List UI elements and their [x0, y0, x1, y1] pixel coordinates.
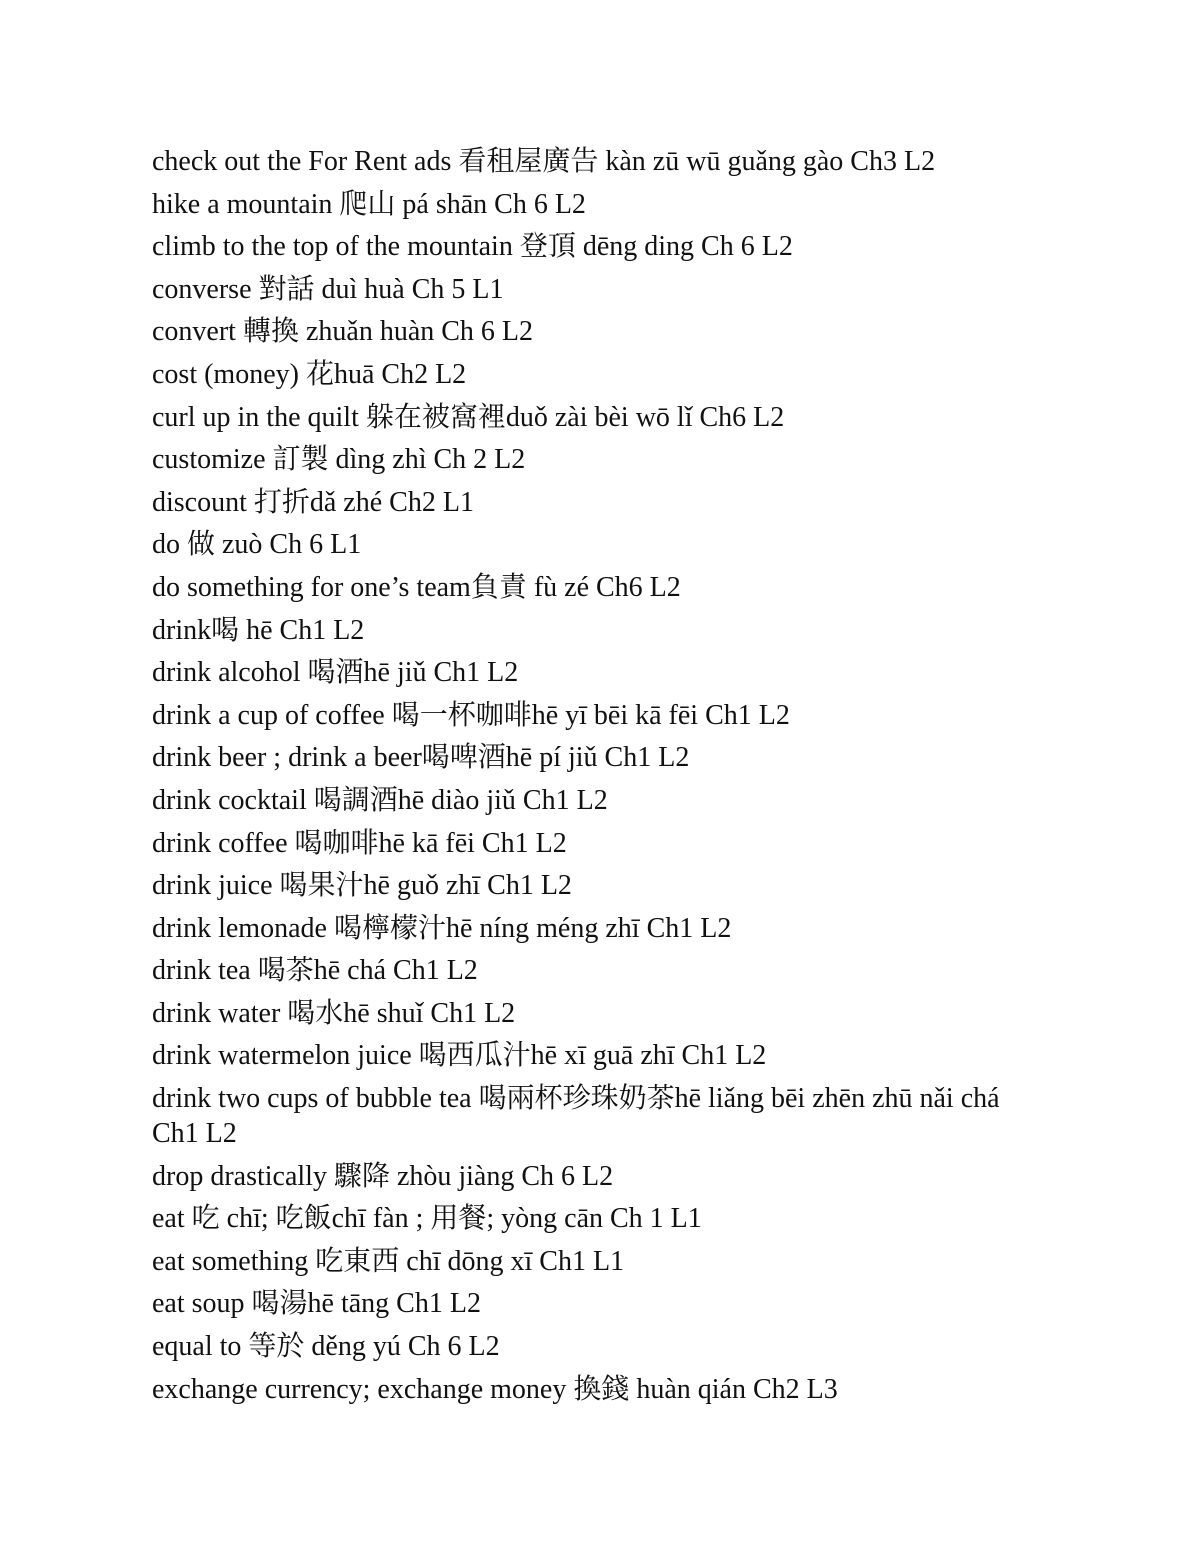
- vocab-entry-drop-drastically: drop drastically 驟降 zhòu jiàng Ch 6 L2: [152, 1160, 614, 1192]
- vocab-entry-curl-up-quilt: curl up in the quilt 躲在被窩裡duǒ zài bèi wō lǐ Ch6 L2: [152, 401, 785, 433]
- vocab-entry-eat: eat 吃 chī; 吃飯chī fàn ; 用餐; yòng cān Ch 1 L1: [152, 1203, 702, 1235]
- vocab-entry-convert: convert 轉換 zhuǎn huàn Ch 6 L2: [152, 316, 534, 348]
- vocab-entry-eat-soup: eat soup 喝湯hē tāng Ch1 L2: [152, 1288, 481, 1320]
- vocab-entry-do: do 做 zuò Ch 6 L1: [152, 529, 362, 561]
- vocab-entry-eat-something: eat something 吃東西 chī dōng xī Ch1 L1: [152, 1245, 625, 1277]
- vocab-entry-drink-cocktail: drink cocktail 喝調酒hē diào jiǔ Ch1 L2: [152, 784, 608, 816]
- vocab-entry-discount: discount 打折dǎ zhé Ch2 L1: [152, 486, 474, 518]
- vocab-entry-drink-beer: drink beer ; drink a beer喝啤酒hē pí jiǔ Ch1 L2: [152, 742, 690, 774]
- vocab-entry-converse: converse 對話 duì huà Ch 5 L1: [152, 273, 504, 305]
- vocab-entry-exchange-currency: exchange currency; exchange money 換錢 huàn qián Ch2 L3: [152, 1373, 838, 1405]
- vocab-entry-cost-money: cost (money) 花huā Ch2 L2: [152, 358, 467, 390]
- vocab-entry-check-out-rent-ads: check out the For Rent ads 看租屋廣告 kàn zū wū guǎng gào Ch3 L2: [152, 146, 936, 177]
- vocab-entry-customize: customize 訂製 dìng zhì Ch 2 L2: [152, 444, 526, 476]
- vocab-entry-drink-lemonade: drink lemonade 喝檸檬汁hē níng méng zhī Ch1 L2: [152, 912, 732, 944]
- vocab-entry-drink-cup-coffee: drink a cup of coffee 喝一杯咖啡hē yī bēi kā fēi Ch1 L2: [152, 699, 790, 731]
- vocab-entry-drink-alcohol: drink alcohol 喝酒hē jiǔ Ch1 L2: [152, 657, 519, 689]
- vocab-entry-hike-mountain: hike a mountain 爬山 pá shān Ch 6 L2: [152, 188, 586, 220]
- vocab-entry-do-something-for-team: do something for one’s team負責 fù zé Ch6 L2: [152, 571, 681, 603]
- vocab-entry-climb-top-mountain: climb to the top of the mountain 登頂 dēng ding Ch 6 L2: [152, 231, 793, 263]
- vocab-entry-drink-coffee: drink coffee 喝咖啡hē kā fēi Ch1 L2: [152, 827, 567, 859]
- vocab-entry-drink-water: drink water 喝水hē shuǐ Ch1 L2: [152, 997, 516, 1029]
- vocabulary-list: [152, 144, 1052, 1414]
- vocab-entry-drink-juice: drink juice 喝果汁hē guǒ zhī Ch1 L2: [152, 870, 572, 902]
- vocab-entry-drink-bubble-tea: drink two cups of bubble tea 喝兩杯珍珠奶茶hē liǎng bēi zhēn zhū nǎi chá Ch1 L2: [152, 1083, 1000, 1150]
- vocab-entry-drink-tea: drink tea 喝茶hē chá Ch1 L2: [152, 955, 478, 987]
- vocab-entry-equal-to: equal to 等於 děng yú Ch 6 L2: [152, 1331, 500, 1363]
- vocab-entry-drink-watermelon-juice: drink watermelon juice 喝西瓜汁hē xī guā zhī Ch1 L2: [152, 1040, 767, 1072]
- vocab-entry-drink: drink喝 hē Ch1 L2: [152, 614, 365, 646]
